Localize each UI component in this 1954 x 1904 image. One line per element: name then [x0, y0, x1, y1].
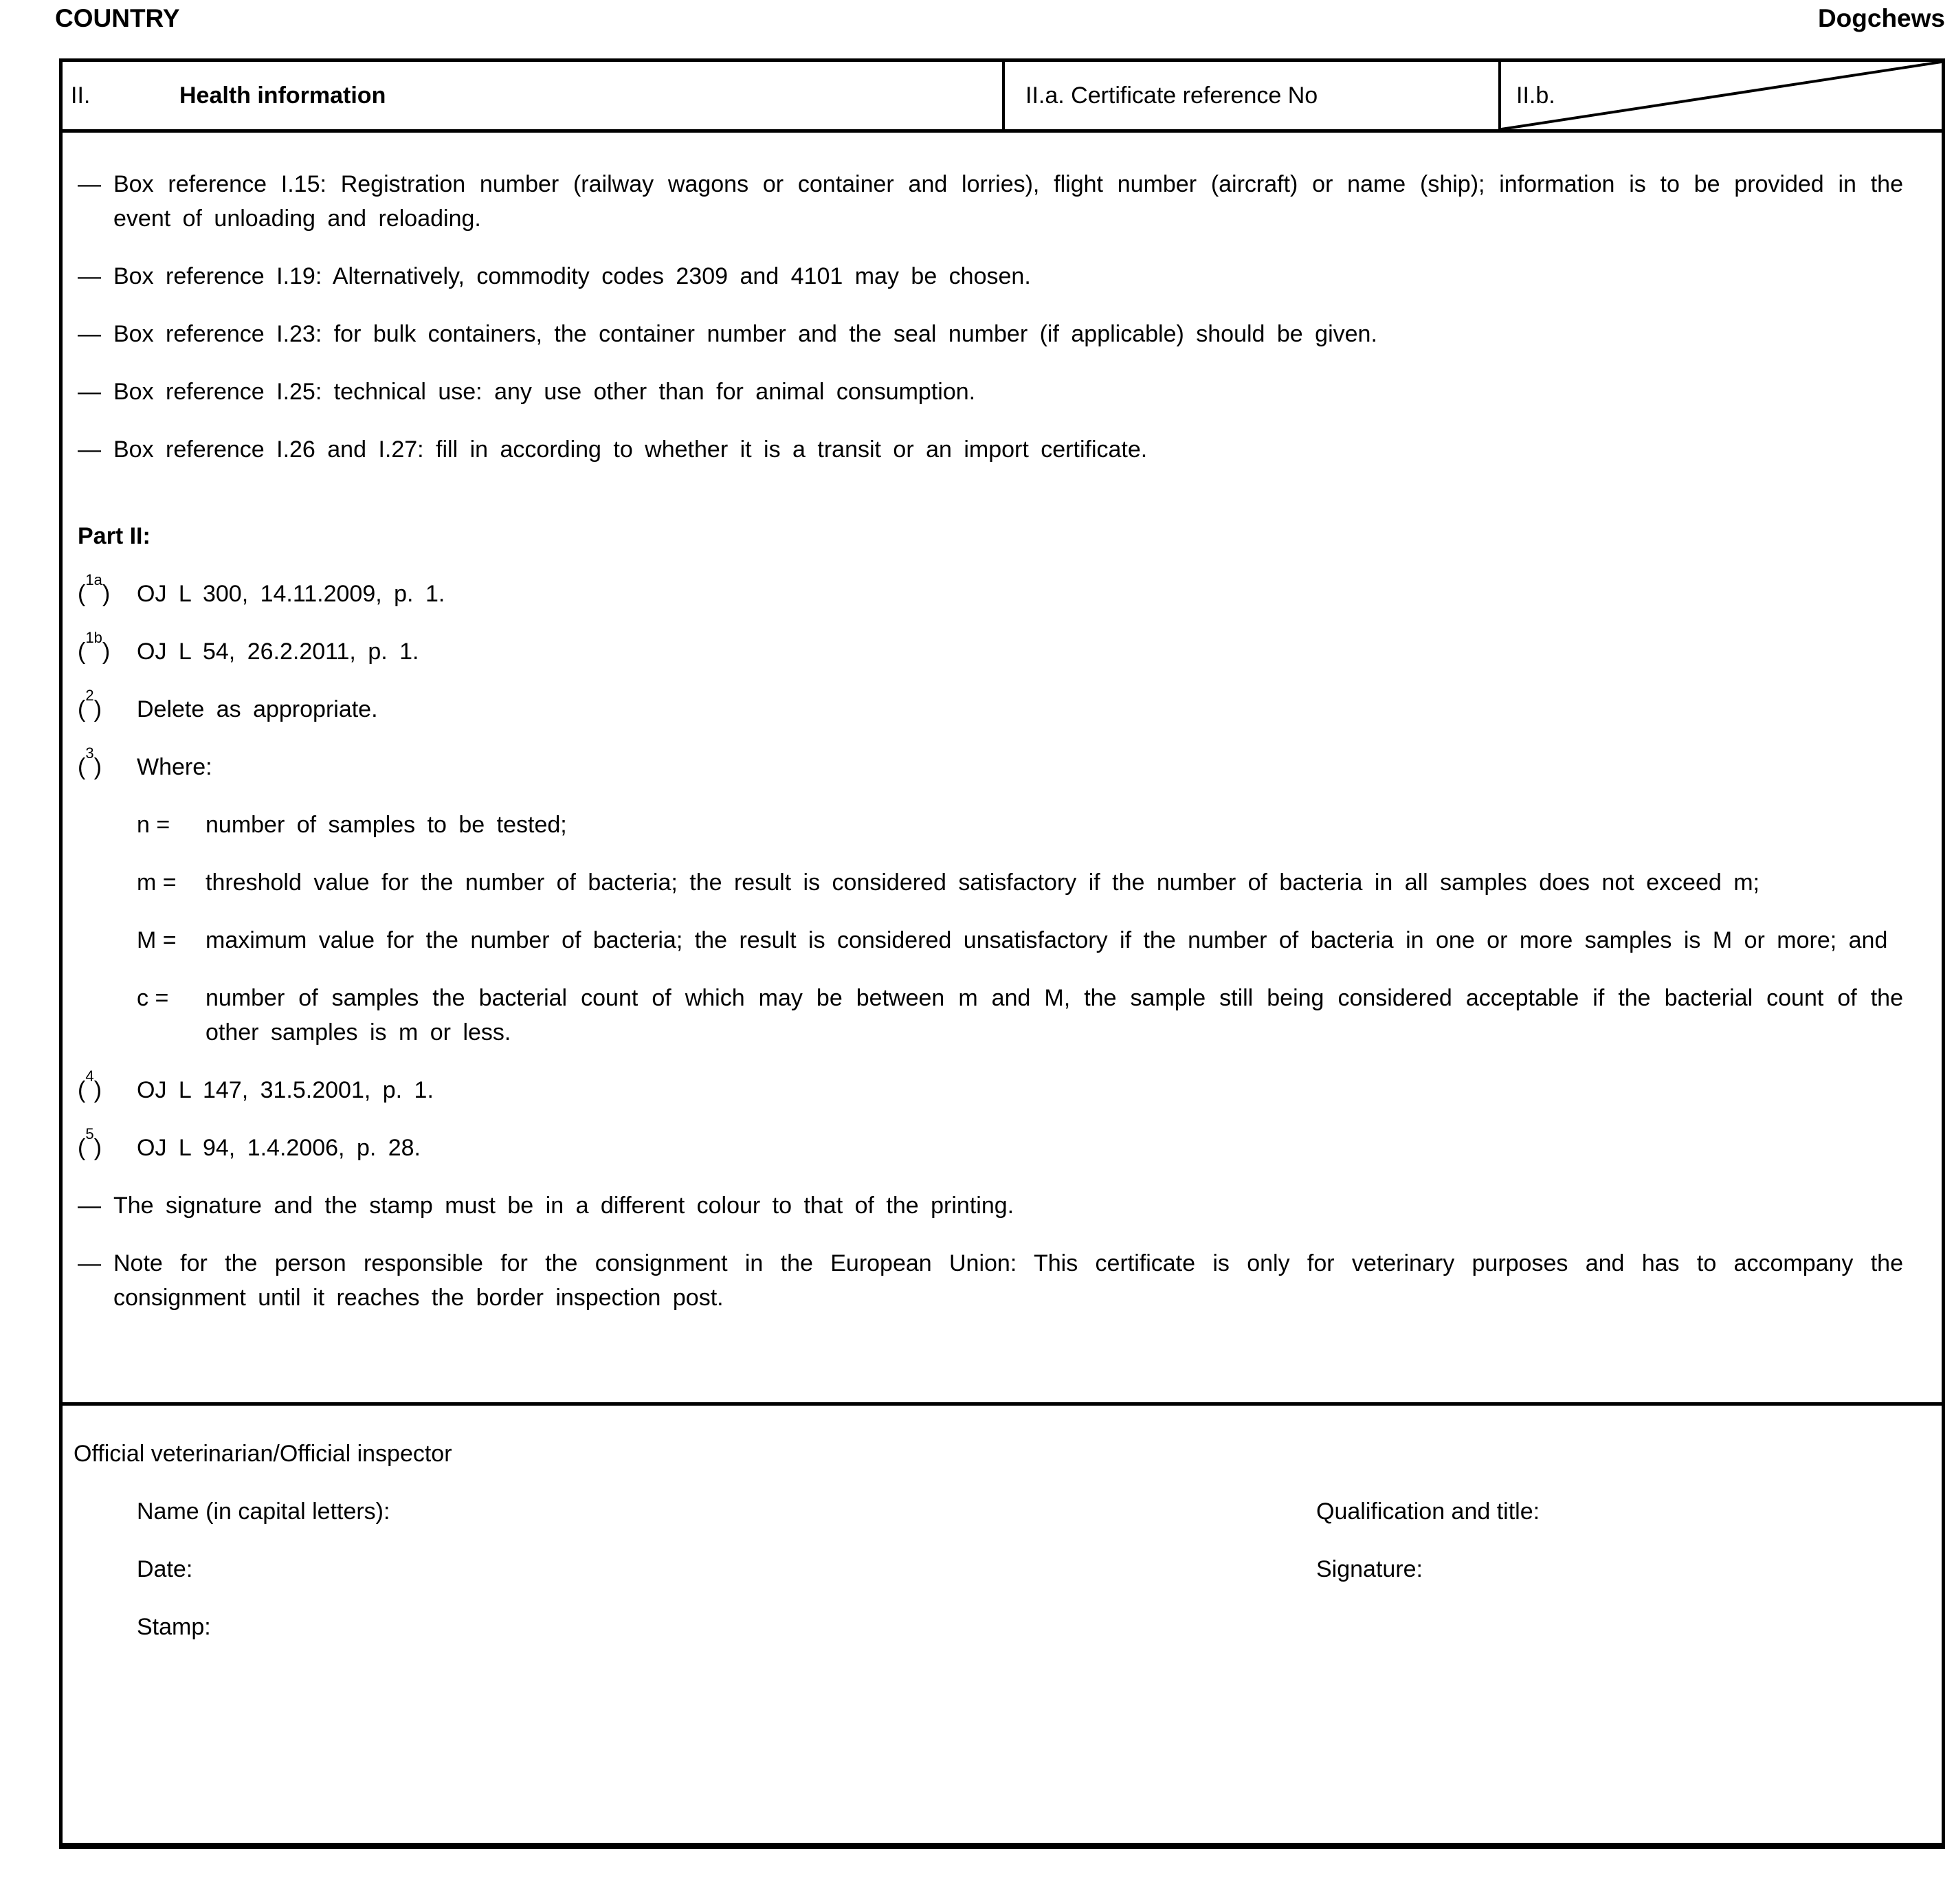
definition-m — [137, 865, 1903, 900]
footnote-text: Where: — [137, 754, 212, 780]
dash-bullet: — — [78, 1250, 101, 1276]
footnote-marker: ($^5$) — [78, 1125, 102, 1161]
note-text: Box reference I.15: Registration number (railway wagons or container and lorries), flight number (aircraft) or name (ship); information is to be provided in the event of unloading and reloading. — [113, 171, 1903, 232]
iib-label: II.b. — [1516, 82, 1555, 109]
stamp-row — [137, 1610, 1903, 1644]
note-text: Box reference I.26 and I.27: fill in according to whether it is a transit or an import certificate. — [113, 436, 1148, 463]
country-label: COUNTRY — [55, 4, 180, 32]
health-information-cell — [63, 62, 1002, 129]
footnote-5 — [78, 1125, 1903, 1165]
footnote-1b — [78, 628, 1903, 669]
definition-term: M = — [137, 927, 177, 953]
footnote-text: OJ L 147, 31.5.2001, p. 1. — [137, 1077, 434, 1103]
note-text: Box reference I.19: Alternatively, commodity codes 2309 and 4101 may be chosen. — [113, 263, 1031, 289]
footnote-text: OJ L 54, 26.2.2011, p. 1. — [137, 639, 419, 665]
dash-bullet: — — [78, 171, 101, 197]
signature-label: Signature: — [1316, 1556, 1423, 1582]
footnote-4 — [78, 1067, 1903, 1107]
definition-text: threshold value for the number of bacteria; the result is considered satisfactory if the number of bacteria in all samples does not exceed m; — [206, 870, 1759, 896]
health-information-title: Health information — [179, 82, 386, 109]
note-item-box-i26-i27 — [78, 432, 1903, 467]
date-label: Date: — [137, 1556, 193, 1582]
certificate-box — [59, 58, 1945, 1849]
definition-text: maximum value for the number of bacteria; the result is considered unsatisfactory if the number of bacteria in one or more samples is M or more; and — [206, 927, 1888, 953]
stamp-label: Stamp: — [137, 1614, 211, 1640]
certificate-reference-cell — [1002, 62, 1498, 129]
where-definitions — [137, 808, 1903, 1050]
note-item-person-responsible — [78, 1246, 1903, 1315]
footnote-text: OJ L 94, 1.4.2006, p. 28. — [137, 1135, 421, 1161]
dash-bullet: — — [78, 379, 101, 405]
part-ii-heading: Part II: — [78, 523, 151, 549]
footnote-marker: ($^4$) — [78, 1067, 102, 1103]
note-item-box-i23 — [78, 317, 1903, 351]
dash-bullet: — — [78, 321, 101, 347]
certificate-header-row — [63, 62, 1942, 133]
footnote-marker: ($^{1b}$) — [78, 628, 111, 665]
part-ii-label: II. — [71, 82, 91, 109]
note-text: Box reference I.23: for bulk containers, the container number and the seal number (if applicable) should be given. — [113, 321, 1377, 347]
footnote-3 — [78, 744, 1903, 784]
definition-text: number of samples to be tested; — [206, 812, 567, 838]
document-type-title: Dogchews — [1817, 4, 1945, 32]
certificate-reference-label: II.a. Certificate reference No — [1025, 82, 1318, 109]
note-item-signature-stamp — [78, 1188, 1903, 1223]
dash-bullet: — — [78, 436, 101, 463]
qualification-label: Qualification and title: — [1316, 1498, 1540, 1525]
dash-bullet: — — [78, 1193, 101, 1219]
name-qualification-row — [137, 1494, 1903, 1529]
page-top-row — [55, 3, 1945, 34]
diagonal-strike-line — [1501, 62, 1942, 129]
notes-body — [63, 133, 1942, 1402]
dash-bullet: — — [78, 263, 101, 289]
definition-term: m = — [137, 870, 177, 896]
note-item-box-i25 — [78, 375, 1903, 409]
footnote-marker: ($^{1a}$) — [78, 571, 111, 607]
definition-n — [137, 808, 1903, 842]
iib-cell — [1498, 62, 1942, 129]
footnote-marker: ($^2$) — [78, 686, 102, 722]
note-text: The signature and the stamp must be in a different colour to that of the printing. — [113, 1193, 1014, 1219]
footnote-marker: ($^3$) — [78, 744, 102, 780]
definition-term: n = — [137, 812, 170, 838]
footnote-text: Delete as appropriate. — [137, 696, 378, 722]
footnote-text: OJ L 300, 14.11.2009, p. 1. — [137, 581, 445, 607]
definition-term: c = — [137, 985, 169, 1011]
definition-c — [137, 981, 1903, 1050]
note-item-box-i19 — [78, 259, 1903, 294]
definition-text: number of samples the bacterial count of which may be between m and M, the sample still being considered acceptable if the bacterial count of the other samples is m or less. — [206, 985, 1903, 1045]
definition-M — [137, 923, 1903, 957]
official-veterinarian-heading: Official veterinarian/Official inspector — [74, 1441, 452, 1467]
note-text: Box reference I.25: technical use: any use other than for animal consumption. — [113, 379, 976, 405]
footnote-1a — [78, 571, 1903, 611]
name-label: Name (in capital letters): — [137, 1498, 390, 1525]
date-signature-row — [137, 1552, 1903, 1586]
note-text: Note for the person responsible for the consignment in the European Union: This certificate is only for veterinary purposes and has to accompany the consignment until it reaches the border inspection post. — [113, 1250, 1903, 1311]
footnote-2 — [78, 686, 1903, 727]
officials-section — [63, 1402, 1942, 1843]
note-item-box-i15 — [78, 167, 1903, 236]
